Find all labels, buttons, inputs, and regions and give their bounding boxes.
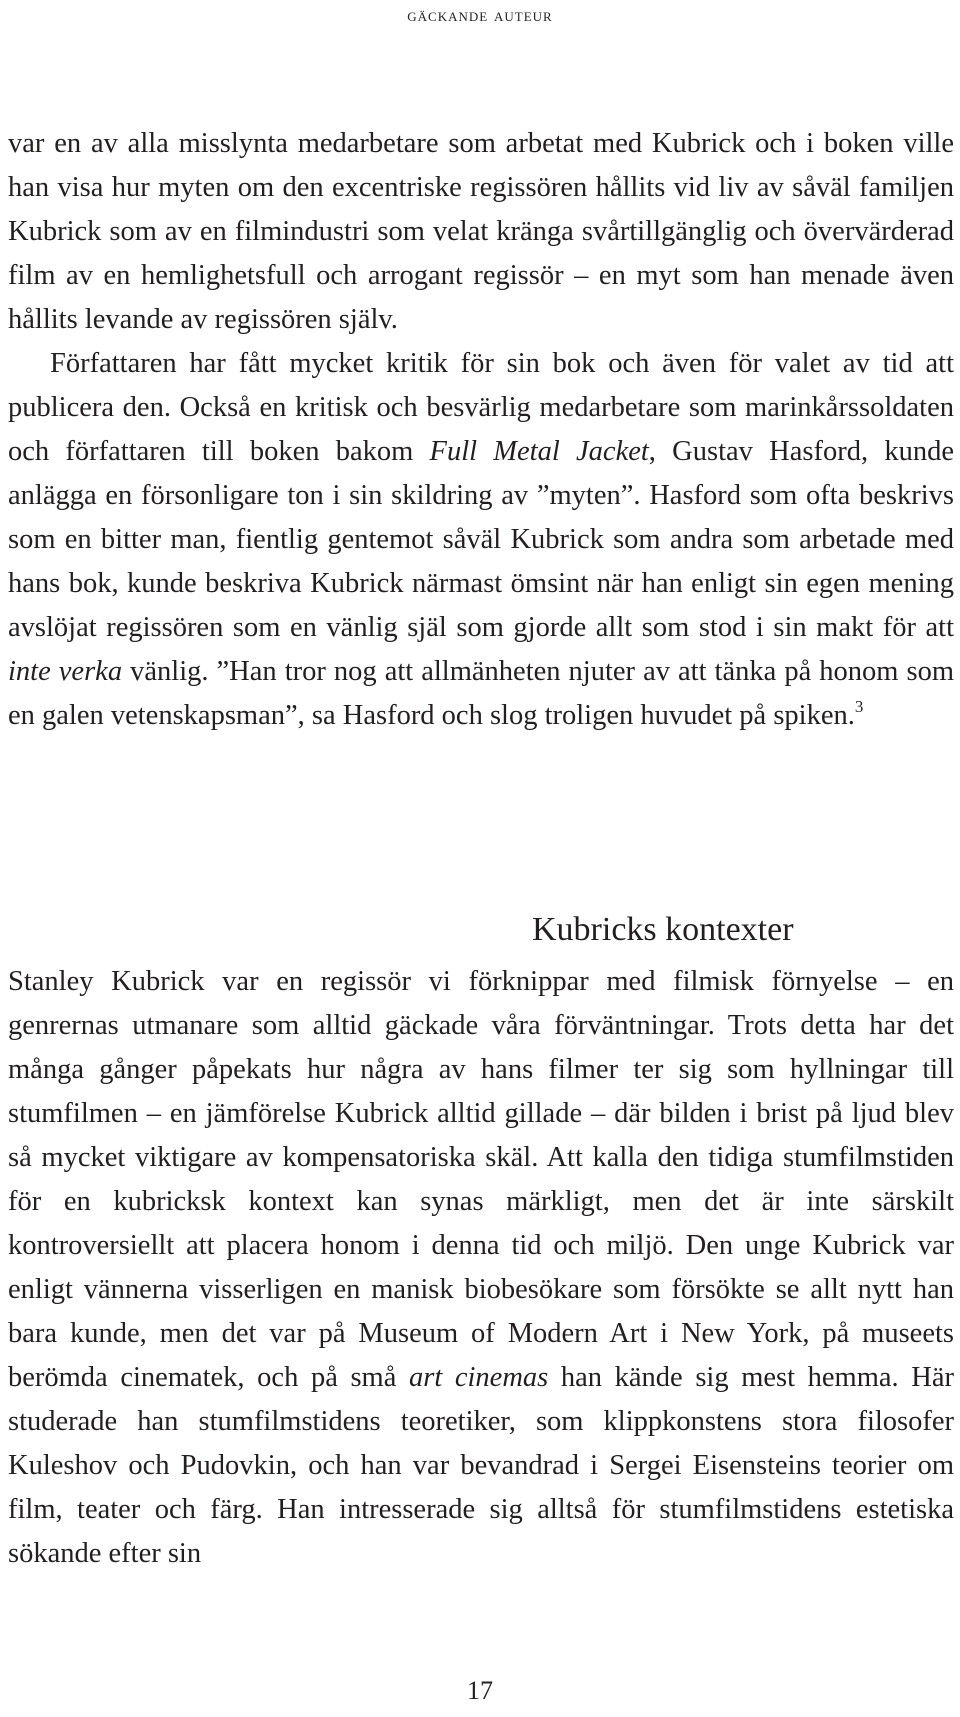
paragraph-2-text-3: vänlig. ”Han tror nog att allmänheten njuter av att tänka på honom som en galen vetenskapsman”, sa Hasford och slog troligen huvudet på spiken. xyxy=(8,656,954,731)
italic-film-title: Full Metal Jacket xyxy=(429,436,649,467)
paragraph-3 xyxy=(8,960,954,1576)
italic-term: art cinemas xyxy=(408,1362,549,1393)
footnote-marker[interactable]: 3 xyxy=(854,697,864,716)
body-text-lower xyxy=(8,960,954,1576)
page-number: 17 xyxy=(467,1676,493,1705)
paragraph-2-text-1: Författaren har fått mycket kritik för sin bok och även för valet av tid att publicera den. Också en kritisk och besvärlig medarbetare som marinkårssoldaten och författaren till boken bakom xyxy=(8,348,954,467)
paragraph-3-text-1: Stanley Kubrick var en regissör vi förknippar med filmisk förnyelse – en genrernas utmanare som alltid gäckade våra förväntningar. Trots detta har det många gånger påpekats hur några av hans filmer ter sig som hyllningar till stumfilmen – en jämförelse Kubrick alltid gillade – där bilden i brist på ljud blev så mycket viktigare av kompensatoriska skäl. Att kalla den tidiga stumfilmstiden för en kubricksk kontext kan synas märkligt, men det är inte särskilt kontroversiellt att placera honom i denna tid och miljö. Den unge Kubrick var enligt vännerna visserligen en manisk biobesökare som försökte se allt nytt han bara kunde, men det var på Museum of Modern Art i New York, på museets berömda cinematek, och på små xyxy=(8,966,954,1393)
italic-emphasis: inte verka xyxy=(8,656,123,687)
paragraph-2 xyxy=(8,342,954,738)
paragraph-2-text-2: , Gustav Hasford, kunde anlägga en försonligare ton i sin skildring av ”myten”. Hasford som ofta beskrivs som en bitter man, fientlig gentemot såväl Kubrick som andra som arbetade med hans bok, kunde beskriva Kubrick närmast ömsint när han enligt sin egen mening avslöjat regissören som en vänlig själ som gjorde allt som stod i sin makt för att xyxy=(8,436,954,643)
running-head: gäckande auteur xyxy=(407,5,553,26)
paragraph-3-text-2: han kände sig mest hemma. Här studerade han stumfilmstidens teoretiker, som klippkonstens stora filosofer Kuleshov och Pudovkin, och han var bevandrad i Sergei Eisensteins teorier om film, teater och färg. Han intresserade sig alltså för stumfilmstidens estetiska sökande efter sin xyxy=(8,1362,954,1569)
paragraph-1: var en av alla misslynta medarbetare som arbetat med Kubrick och i boken ville han visa hur myten om den excentriske regissören hållits vid liv av såväl familjen Kubrick som av en filmindustri som velat kränga svårtillgänglig och övervärderad film av en hemlighetsfull och arrogant regissör – en myt som han menade även hållits levande av regissören själv. xyxy=(8,128,954,335)
section-heading: Kubricks kontexter xyxy=(532,911,794,948)
body-text-upper xyxy=(8,122,954,738)
